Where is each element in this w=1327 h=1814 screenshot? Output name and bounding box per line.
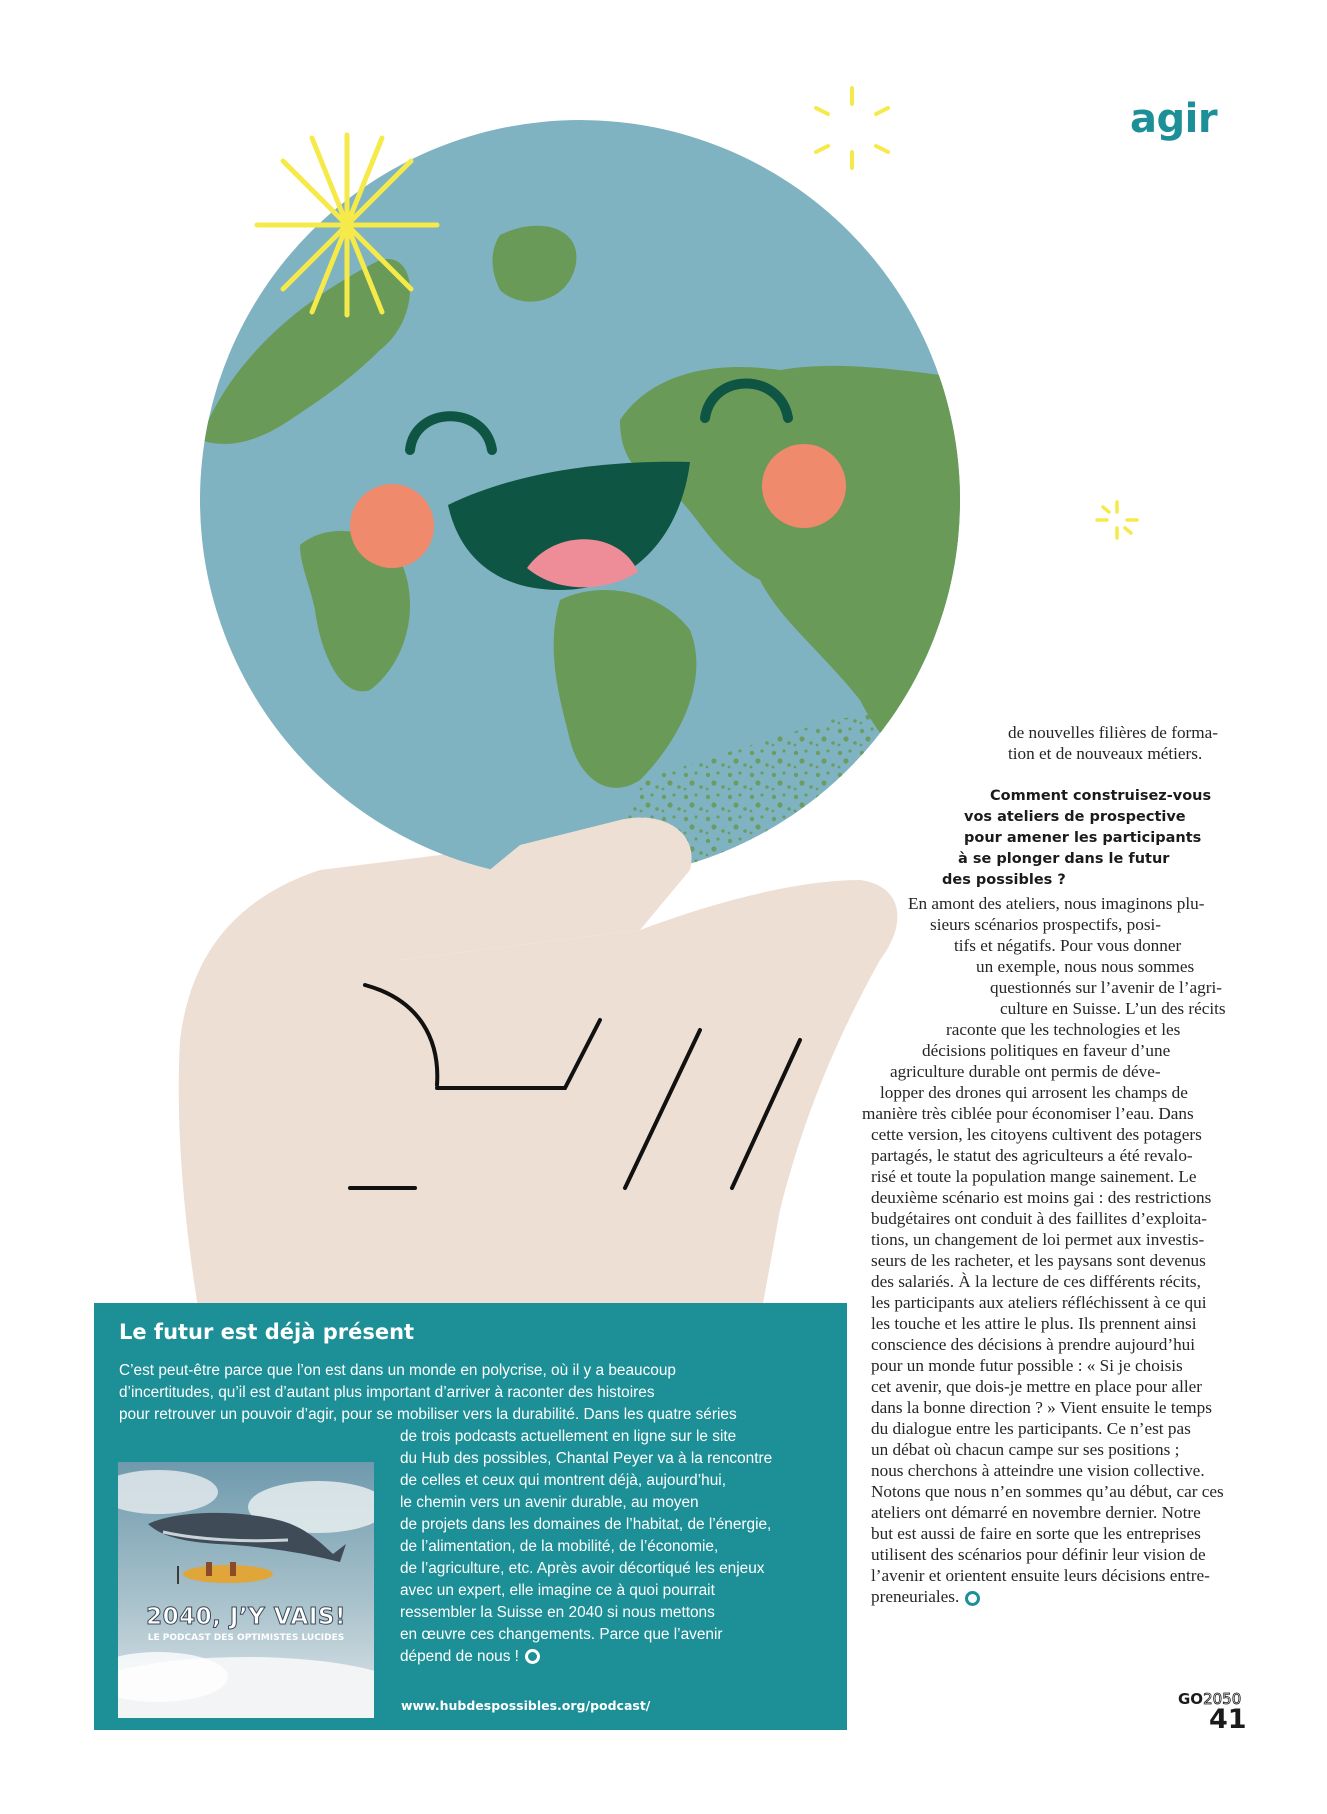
sidebar-line: C’est peut-être parce que l’on est dans un monde en polycrise, où il y a beaucoup [119, 1362, 676, 1379]
answer-line: ateliers ont démarré en novembre dernier. Notre [871, 1503, 1201, 1522]
sidebar-line: du Hub des possibles, Chantal Peyer va à la rencontre [400, 1450, 773, 1467]
answer-line: sieurs scénarios prospectifs, posi- [930, 915, 1162, 934]
podcast-cover-subtitle: LE PODCAST DES OPTIMISTES LUCIDES [147, 1633, 345, 1643]
answer-line: manière très ciblée pour économiser l’eau. Dans [862, 1104, 1194, 1123]
sidebar-line: pour retrouver un pouvoir d’agir, pour se mobiliser vers la durabilité. Dans les quatre séries [119, 1406, 737, 1423]
answer-line: nous cherchons à atteindre une vision collective. [871, 1461, 1205, 1480]
podcast-cover-art [118, 1462, 374, 1718]
answer-line: culture en Suisse. L’un des récits [1000, 999, 1226, 1018]
podcast-cover-title: 2040, J’Y VAIS! [146, 1604, 346, 1630]
answer-line: cette version, les citoyens cultivent des potagers [871, 1125, 1202, 1144]
right-cheek [762, 444, 846, 528]
answer-line: questionnés sur l’avenir de l’agri- [990, 978, 1222, 997]
answer-line: un exemple, nous nous sommes [976, 957, 1195, 976]
answer-line: des salariés. À la lecture de ces différents récits, [871, 1272, 1201, 1291]
sidebar-line: avec un expert, elle imagine ce à quoi pourrait [400, 1582, 715, 1599]
answer-line: tifs et négatifs. Pour vous donner [954, 936, 1182, 955]
answer-line: seurs de les racheter, et les paysans sont devenus [871, 1251, 1206, 1270]
sparkle-icon-small [1097, 502, 1137, 538]
answer-line: pour un monde futur possible : « Si je choisis [871, 1356, 1183, 1375]
question-line: vos ateliers de prospective [964, 809, 1186, 825]
answer-line: décisions politiques en faveur d’une [922, 1041, 1171, 1060]
sidebar-line: le chemin vers un avenir durable, au moyen [400, 1494, 699, 1511]
sidebar-line: ressembler la Suisse en 2040 si nous mettons [400, 1604, 715, 1621]
answer-line: l’avenir et orientent ensuite leurs décisions entre- [871, 1566, 1210, 1585]
intro-line: tion et de nouveaux métiers. [1008, 744, 1203, 763]
end-mark-icon [525, 1649, 540, 1664]
podcast-cover-image [118, 1462, 374, 1718]
answer-line: un débat où chacun campe sur ses positions ; [871, 1440, 1180, 1459]
brand-year: 2050 [1203, 1690, 1242, 1708]
answer-line: Notons que nous n’en sommes qu’au début, car ces [871, 1482, 1224, 1501]
sidebar-line: de trois podcasts actuellement en ligne sur le site [400, 1428, 737, 1445]
sparkle-icon [816, 88, 888, 168]
answer-line-text: preneuriales. [871, 1587, 960, 1606]
brand-name: GO [1178, 1690, 1204, 1708]
sidebar-line: de l’agriculture, etc. Après avoir décortiqué les enjeux [400, 1560, 765, 1577]
intro-line: de nouvelles filières de forma- [1008, 723, 1218, 742]
answer-line: du dialogue entre les participants. Ce n’est pas [871, 1419, 1191, 1438]
answer-line: cet avenir, que dois-je mettre en place pour aller [871, 1377, 1202, 1396]
answer-line: raconte que les technologies et les [946, 1020, 1181, 1039]
answer-line: lopper des drones qui arrosent les champs de [880, 1083, 1188, 1102]
page-number: 41 [1209, 1704, 1247, 1735]
end-mark-icon [965, 1591, 980, 1606]
answer-line: conscience des décisions à prendre aujourd’hui [871, 1335, 1196, 1354]
answer-line: tions, un changement de loi permet aux investis- [871, 1230, 1205, 1249]
question-line: des possibles ? [942, 872, 1066, 888]
answer-line: En amont des ateliers, nous imaginons plu- [908, 894, 1205, 913]
sidebar-line-text: dépend de nous ! [400, 1648, 519, 1665]
left-cheek [350, 484, 434, 568]
answer-line: les participants aux ateliers réfléchissent à ce qui [871, 1293, 1207, 1312]
answer-line: agriculture durable ont permis de déve- [890, 1062, 1161, 1081]
question-line: Comment construisez-vous [990, 788, 1212, 804]
sidebar-line: de celles et ceux qui montrent déjà, aujourd’hui, [400, 1472, 726, 1489]
sidebar-line: de projets dans les domaines de l’habitat, de l’énergie, [400, 1516, 772, 1533]
answer-line: risé et toute la population mange sainement. Le [871, 1167, 1197, 1186]
answer-line: utilisent des scénarios pour définir leur vision de [871, 1545, 1206, 1564]
podcast-link[interactable]: www.hubdespossibles.org/podcast/ [401, 1698, 651, 1713]
answer-line: les touche et les attire le plus. Ils prennent ainsi [871, 1314, 1197, 1333]
answer-line: but est aussi de faire en sorte que les entreprises [871, 1524, 1201, 1543]
question-line: à se plonger dans le futur [958, 851, 1170, 867]
answer-line-last [871, 1586, 980, 1607]
answer-line: partagés, le statut des agriculteurs a été revalo- [871, 1146, 1193, 1165]
section-tag: agir [1130, 96, 1218, 142]
answer-line: deuxième scénario est moins gai : des restrictions [871, 1188, 1212, 1207]
answer-line: budgétaires ont conduit à des faillites d’exploita- [871, 1209, 1208, 1228]
sidebar-line: en œuvre ces changements. Parce que l’avenir [400, 1626, 723, 1643]
sidebar-line-last [400, 1646, 540, 1668]
earth-globe [200, 120, 980, 900]
sidebar-line: d’incertitudes, qu’il est d’autant plus important d’arriver à raconter des histoires [119, 1384, 655, 1401]
sidebar-line: de l’alimentation, de la mobilité, de l’économie, [400, 1538, 719, 1555]
question-line: pour amener les participants [964, 830, 1202, 846]
sidebar-title: Le futur est déjà présent [119, 1320, 415, 1344]
answer-line: dans la bonne direction ? » Vient ensuite le temps [871, 1398, 1212, 1417]
sun-icon [257, 135, 437, 315]
